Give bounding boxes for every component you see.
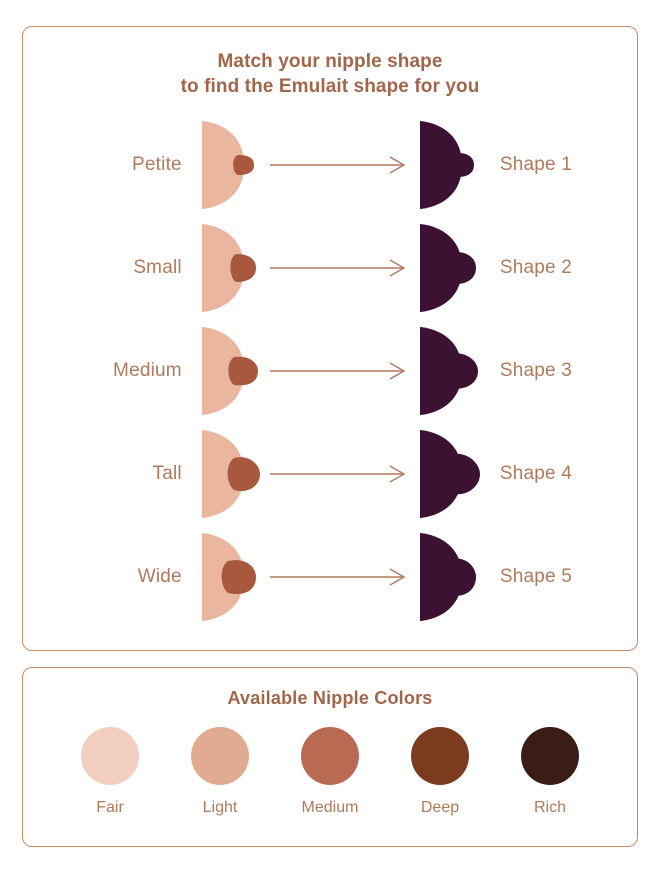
list-item [165, 727, 275, 817]
color-label: Light [202, 799, 238, 816]
color-label: Rich [533, 799, 566, 816]
breast-shape-icon [198, 428, 264, 520]
color-swatch [521, 727, 579, 785]
table-row [41, 525, 619, 628]
breast-shape-icon [198, 119, 264, 211]
shape-rows [41, 113, 619, 628]
match-title-line1: Match your nipple shape [217, 51, 443, 72]
emulait-shape-icon [416, 119, 482, 211]
size-label: Wide [137, 565, 182, 587]
list-item [495, 727, 605, 817]
arrow-right-icon [270, 464, 410, 484]
color-swatch [191, 727, 249, 785]
emulait-shape-label: Shape 3 [499, 359, 573, 381]
emulait-shape-label: Shape 1 [499, 153, 573, 175]
color-swatch [81, 727, 139, 785]
color-label: Deep [420, 799, 460, 816]
breast-shape-icon [198, 531, 264, 623]
size-label: Tall [152, 462, 182, 484]
color-swatch [411, 727, 469, 785]
list-item [55, 727, 165, 817]
breast-shape-cell [198, 531, 264, 623]
list-item [275, 727, 385, 817]
breast-shape-icon [198, 325, 264, 417]
arrow-right-icon [270, 361, 410, 381]
color-label: Fair [96, 799, 124, 816]
emulait-shape-label: Shape 2 [499, 256, 573, 278]
color-label: Medium [301, 799, 359, 816]
arrow-cell [264, 155, 416, 175]
available-colors-card [22, 667, 638, 847]
table-row [41, 216, 619, 319]
arrow-cell [264, 567, 416, 587]
emulait-shape-icon [416, 325, 482, 417]
breast-shape-cell [198, 222, 264, 314]
emulait-shape-cell [416, 325, 482, 417]
match-title-line2: to find the Emulait shape for you [180, 76, 480, 97]
table-row [41, 319, 619, 422]
emulait-shape-cell [416, 119, 482, 211]
color-swatch [301, 727, 359, 785]
emulait-shape-icon [416, 222, 482, 314]
arrow-cell [264, 258, 416, 278]
table-row [41, 422, 619, 525]
arrow-right-icon [270, 567, 410, 587]
emulait-shape-cell [416, 531, 482, 623]
arrow-right-icon [270, 155, 410, 175]
match-card-title [41, 49, 619, 99]
emulait-shape-label: Shape 4 [499, 462, 573, 484]
emulait-shape-label: Shape 5 [499, 565, 573, 587]
emulait-shape-icon [416, 531, 482, 623]
breast-shape-cell [198, 119, 264, 211]
size-label: Medium [113, 359, 182, 381]
match-shape-card [22, 26, 638, 651]
color-swatch-row [37, 727, 623, 817]
size-label: Petite [132, 153, 182, 175]
emulait-shape-cell [416, 428, 482, 520]
arrow-cell [264, 464, 416, 484]
colors-card-title: Available Nipple Colors [227, 688, 433, 708]
list-item [385, 727, 495, 817]
size-label: Small [133, 256, 182, 278]
emulait-shape-icon [416, 428, 482, 520]
arrow-right-icon [270, 258, 410, 278]
emulait-shape-cell [416, 222, 482, 314]
table-row [41, 113, 619, 216]
breast-shape-cell [198, 325, 264, 417]
arrow-cell [264, 361, 416, 381]
breast-shape-icon [198, 222, 264, 314]
breast-shape-cell [198, 428, 264, 520]
